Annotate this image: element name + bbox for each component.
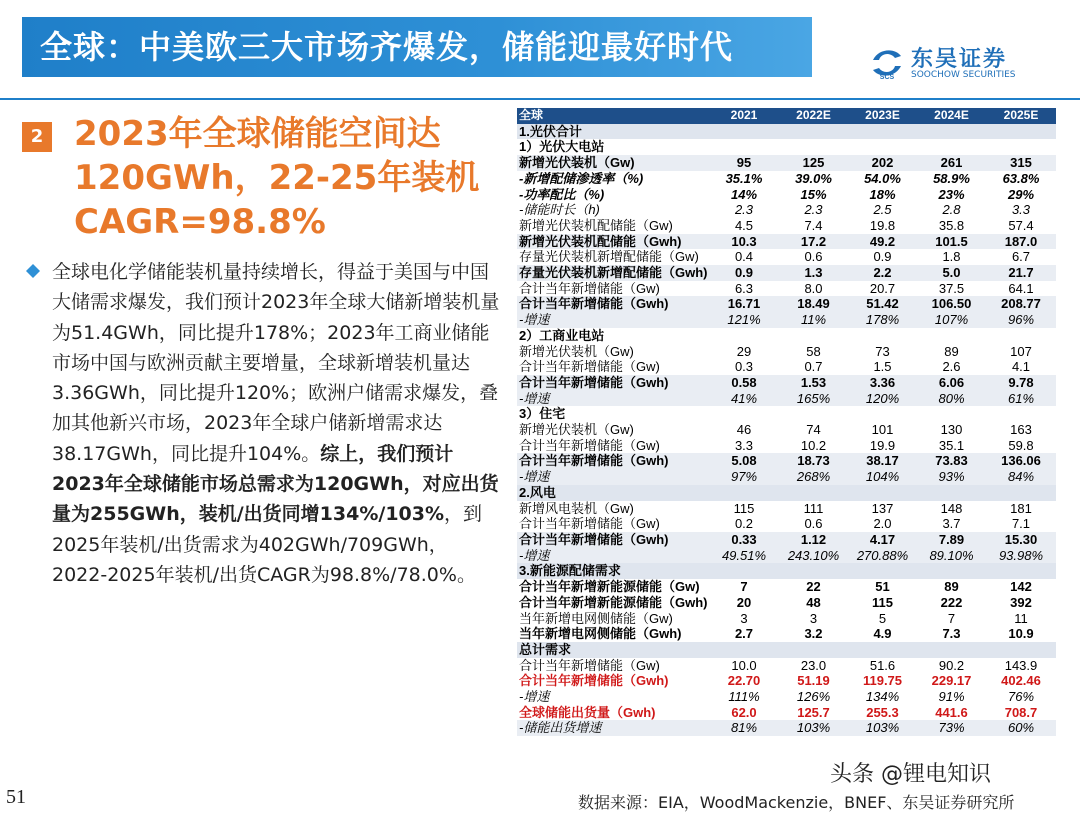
table-cell: 8.0 [804,280,823,296]
table-cell [986,563,1056,579]
table-cell: 59.8 [1008,437,1034,453]
row-label: 总计需求 [517,642,709,658]
row-label: 2.风电 [517,485,709,501]
table-cell: 143.9 [1004,657,1038,673]
table-cell [848,406,917,422]
table-cell: 49.51% [709,548,779,564]
table-cell: 60% [986,720,1056,736]
table-cell: 255.3 [866,704,899,720]
table-cell: 120% [848,391,917,407]
row-label: -功率配比（%) [519,186,605,202]
table-cell: 29% [1007,186,1035,202]
table-row [517,548,1056,564]
table-cell: 4.17 [848,532,917,548]
row-label: -增速 [517,312,709,328]
table-cell [848,485,917,501]
table-cell: 97% [709,469,779,485]
row-label: 新增光伏装机（Gw) [519,422,634,438]
table-cell: 0.9 [873,249,892,265]
table-row [517,375,1056,391]
page-number: 51 [6,786,26,808]
table-cell: 3.7 [942,516,961,532]
table-cell [986,642,1056,658]
table-cell: 7 [947,610,956,626]
table-row [517,187,1056,203]
table-cell: 208.77 [986,296,1056,312]
table-cell: 18.49 [779,296,848,312]
section-headline: 2023年全球储能空间达120GWh，22-25年装机CAGR=98.8% [74,114,480,242]
table-cell: 4.5 [734,217,754,233]
table-cell: 74 [806,422,821,438]
table-header-cell: 2025E [986,108,1056,124]
body-text-part3: ，到2025年装机/出货需求为402GWh/709GWh，2022-2025年装机/出货CAGR为98.8%/78.0%。 [52,503,483,586]
table-row [517,234,1056,250]
table-cell: 111 [803,500,824,516]
table-cell: 165% [779,391,848,407]
table-cell: 23% [938,186,965,202]
table-cell: 57.4 [1008,217,1034,233]
table-row [517,611,1056,627]
table-cell: 73 [875,343,890,359]
table-cell: 61% [986,391,1056,407]
table-row [517,249,1056,265]
row-label: 1.光伏合计 [517,124,709,140]
table-cell: 58.9% [933,170,970,186]
table-cell: 2.8 [942,202,961,218]
row-label: -储能时长（h) [519,202,600,218]
table-cell: 134% [865,689,900,705]
table-row [517,532,1056,548]
table-row [517,453,1056,469]
table-row [517,296,1056,312]
table-cell: 39.0% [795,170,832,186]
table-cell [848,563,917,579]
table-cell [917,139,986,155]
table-cell: 19.9 [869,437,896,453]
table-cell [779,328,848,344]
row-label: 合计当年新增新能源储能（Gw) [519,579,700,595]
forecast-table [517,108,1056,736]
row-label: 全球储能出货量（Gwh) [519,704,656,720]
table-cell: 73% [917,720,986,736]
table-cell: 3.3 [734,437,754,453]
table-cell [917,124,986,140]
row-label: 合计当年新增储能（Gwh) [519,673,669,689]
table-row [517,139,1056,155]
row-label: 新增光伏装机（Gw) [519,343,634,359]
table-cell: 0.3 [734,359,754,375]
table-cell: 63.8% [1002,170,1040,186]
table-cell: 19.8 [869,217,896,233]
row-label: -新增配储渗透率（%) [519,170,644,186]
table-cell: 5.08 [709,453,779,469]
row-label: 合计当年新增储能（Gwh) [517,532,709,548]
table-cell: 6.3 [734,280,754,296]
table-header-cell: 全球 [517,108,709,124]
row-label: 当年新增电网侧储能（Gwh) [519,626,682,642]
table-cell [848,139,917,155]
table-cell: 148 [940,500,963,516]
table-cell: 2.6 [942,359,961,375]
table-cell [779,642,848,658]
table-cell: 202 [848,155,917,171]
table-cell: 111% [728,689,760,705]
table-row [517,626,1056,642]
table-cell [709,642,779,658]
table-cell [986,124,1056,140]
table-cell: 107 [1010,343,1032,359]
table-cell: 126% [796,689,831,705]
table-cell: 2.3 [734,202,754,218]
table-cell: 15% [800,186,827,202]
table-cell: 58 [806,343,821,359]
table-row [517,218,1056,234]
table-cell: 54.0% [864,170,901,186]
row-label: 新增光伏装机（Gw) [517,155,709,171]
table-cell: 101.5 [917,234,986,250]
table-cell: 1.12 [779,532,848,548]
table-cell: 130 [940,422,963,438]
table-cell: 0.7 [804,359,823,375]
table-cell: 107% [917,312,986,328]
table-cell: 23.0 [800,657,827,673]
row-label: 存量光伏装机新增配储能（Gwh) [519,265,708,281]
row-label: 合计当年新增储能（Gwh) [517,296,709,312]
table-cell: 91% [938,689,965,705]
table-cell: 181 [1010,500,1032,516]
table-cell: 18% [869,186,896,202]
table-cell: 125 [779,155,848,171]
table-cell: 0.6 [804,516,823,532]
row-label: -增速 [517,548,709,564]
table-cell: 5.0 [917,265,986,281]
table-cell: 178% [848,312,917,328]
table-cell: 2.5 [873,202,892,218]
table-cell [848,124,917,140]
table-cell: 73.83 [917,453,986,469]
table-cell: 51 [875,579,890,595]
table-cell: 0.6 [804,249,823,265]
diamond-bullet-icon [26,264,40,278]
table-cell: 35.1% [725,170,763,186]
table-cell [779,406,848,422]
table-cell [779,563,848,579]
table-cell: 5 [878,610,887,626]
table-cell: 3 [740,610,748,626]
table-row [517,438,1056,454]
company-logo [865,44,1045,86]
row-label: 当年新增电网侧储能（Gw) [519,610,673,626]
body-text-highlight: 综上，我们预计2023年全球储能市场总需求为120GWh，对应出货量为255GWh，装机/出货同增134%/103% [52,442,499,526]
table-cell: 35.8 [938,217,965,233]
table-cell: 80% [917,391,986,407]
table-row [517,124,1056,140]
table-cell: 119.75 [862,673,903,689]
table-cell: 7 [740,579,748,595]
table-cell [779,124,848,140]
table-cell: 90.2 [938,657,965,673]
table-cell: 402.46 [1001,673,1041,689]
table-row [517,406,1056,422]
row-label: 新增风电装机（Gw) [519,500,634,516]
table-cell: 89.10% [917,548,986,564]
table-row [517,501,1056,517]
table-row [517,485,1056,501]
row-label: 合计当年新增储能（Gw) [519,657,660,673]
table-cell: 49.2 [848,234,917,250]
table-cell: 37.5 [938,280,965,296]
table-cell: 3.3 [1011,202,1031,218]
table-cell [709,406,779,422]
table-cell: 106.50 [917,296,986,312]
table-cell: 11 [1014,610,1028,626]
table-cell: 11% [779,312,848,328]
table-cell: 81% [709,720,779,736]
table-cell: 84% [986,469,1056,485]
table-cell: 142 [1010,579,1032,595]
table-cell: 0.33 [709,532,779,548]
table-cell: 101 [871,422,894,438]
table-cell: 14% [730,186,758,202]
table-cell: 10.2 [800,437,827,453]
table-row [517,312,1056,328]
table-cell: 96% [986,312,1056,328]
logo-mark-text: SCS [879,74,895,80]
row-label: -储能出货增速 [517,720,709,736]
table-header-cell: 2024E [917,108,986,124]
table-cell: 20.7 [869,280,896,296]
table-cell: 41% [709,391,779,407]
table-row [517,328,1056,344]
table-row [517,563,1056,579]
table-header-cell: 2022E [779,108,848,124]
table-header-row [517,108,1056,124]
table-row [517,705,1056,721]
table-cell: 76% [1007,689,1035,705]
table-cell: 268% [779,469,848,485]
table-cell: 46 [736,422,752,438]
table-cell: 392 [1010,594,1032,610]
watermark-text: 头条 @锂电知识 [830,762,991,787]
row-label: 3）住宅 [519,406,566,422]
table-cell [986,485,1056,501]
table-cell: 18.73 [779,453,848,469]
table-cell: 2.2 [848,265,917,281]
table-row [517,595,1056,611]
table-row [517,344,1056,360]
table-cell: 229.17 [931,673,972,689]
section-number-badge: 2 [22,122,52,152]
table-cell: 1.5 [873,359,892,375]
table-row [517,516,1056,532]
logo-subtitle: SOOCHOW SECURITIES [911,70,1016,80]
table-cell: 35.1 [938,437,965,453]
row-label: 合计当年新增储能（Gw) [519,280,660,296]
table-cell: 125.7 [797,704,830,720]
table-cell [779,485,848,501]
table-cell: 708.7 [1004,704,1038,720]
table-cell: 15.30 [986,532,1056,548]
scs-logo-icon [869,46,905,80]
table-cell: 29 [736,343,752,359]
table-row [517,720,1056,736]
table-cell: 3.2 [804,626,823,642]
table-cell: 3.36 [848,375,917,391]
table-cell: 243.10% [779,548,848,564]
table-cell: 7.4 [804,217,823,233]
table-cell: 17.2 [779,234,848,250]
table-row [517,155,1056,171]
table-cell: 93.98% [986,548,1056,564]
row-label: 合计当年新增储能（Gw) [519,437,660,453]
body-paragraph [52,257,500,590]
table-cell: 64.1 [1008,280,1034,296]
table-cell: 10.0 [731,657,757,673]
table-cell: 51.6 [869,657,896,673]
table-cell: 136.06 [986,453,1056,469]
table-row [517,673,1056,689]
table-header-cell: 2023E [848,108,917,124]
table-cell: 10.9 [1008,626,1034,642]
table-cell: 441.6 [935,704,968,720]
table-row [517,469,1056,485]
table-cell: 163 [1010,422,1032,438]
table-cell: 103% [848,720,917,736]
row-label: -增速 [519,689,550,705]
table-cell: 38.17 [848,453,917,469]
header-divider [0,98,1080,100]
table-cell: 89 [944,579,959,595]
table-row [517,642,1056,658]
table-row [517,689,1056,705]
table-cell: 22.70 [727,673,761,689]
table-cell [917,485,986,501]
table-cell: 103% [779,720,848,736]
table-cell: 51.42 [848,296,917,312]
table-cell: 89 [944,343,959,359]
table-cell: 4.9 [873,626,892,642]
table-row [517,265,1056,281]
row-label: -增速 [517,469,709,485]
table-cell [986,139,1056,155]
table-cell: 104% [848,469,917,485]
row-label: 合计当年新增新能源储能（Gwh) [519,594,708,610]
table-row [517,202,1056,218]
table-cell [986,406,1056,422]
page-title: 全球：中美欧三大市场齐爆发，储能迎最好时代 [22,17,812,77]
table-cell: 16.71 [709,296,779,312]
table-cell: 261 [917,155,986,171]
table-cell: 315 [986,155,1056,171]
table-row [517,422,1056,438]
table-cell [779,139,848,155]
table-cell: 22 [806,579,821,595]
table-cell: 270.88% [848,548,917,564]
table-cell: 6.7 [1011,249,1031,265]
table-cell: 137 [871,500,894,516]
row-label: 1）光伏大电站 [519,139,605,155]
table-cell: 48 [806,594,821,610]
table-cell: 95 [709,155,779,171]
table-cell: 1.53 [779,375,848,391]
table-cell: 222 [940,594,963,610]
table-row [517,359,1056,375]
table-cell: 6.06 [917,375,986,391]
table-row [517,658,1056,674]
row-label: 新增光伏装机配储能（Gwh) [517,234,709,250]
row-label: 2）工商业电站 [519,327,605,343]
table-header-cell: 2021 [709,108,779,124]
row-label: 合计当年新增储能（Gwh) [517,375,709,391]
table-cell [917,642,986,658]
table-cell: 62.0 [731,704,757,720]
table-cell: 7.3 [942,626,961,642]
table-cell: 187.0 [986,234,1056,250]
table-cell: 4.1 [1011,359,1031,375]
table-cell: 0.2 [734,516,754,532]
table-row [517,391,1056,407]
table-cell: 0.4 [734,249,754,265]
table-cell: 7.89 [917,532,986,548]
table-cell: 9.78 [986,375,1056,391]
table-cell: 7.1 [1011,516,1031,532]
row-label: 合计当年新增储能（Gw) [519,516,660,532]
table-cell: 2.3 [804,202,823,218]
table-cell [709,563,779,579]
table-cell: 20 [736,594,752,610]
table-row [517,579,1056,595]
table-cell: 2.7 [734,626,754,642]
table-cell: 121% [709,312,779,328]
table-row [517,171,1056,187]
table-cell: 51.19 [797,673,830,689]
table-cell [709,139,779,155]
data-source-note: 数据来源：EIA，WoodMackenzie，BNEF、东吴证券研究所 [578,793,1015,812]
row-label: 合计当年新增储能（Gw) [519,359,660,375]
table-cell: 3 [809,610,818,626]
table-cell: 115 [872,594,893,610]
row-label: 新增光伏装机配储能（Gw) [519,217,673,233]
table-cell: 2.0 [873,516,892,532]
table-cell [917,328,986,344]
row-label: 3.新能源配储需求 [517,563,709,579]
table-cell [917,406,986,422]
table-cell: 115 [733,500,755,516]
table-cell: 10.3 [709,234,779,250]
table-cell [917,563,986,579]
table-cell [709,328,779,344]
table-cell [709,485,779,501]
logo-name: 东吴证券 [911,47,1008,72]
row-label: 合计当年新增储能（Gwh) [517,453,709,469]
row-label: 存量光伏装机新增配储能（Gw) [519,249,699,265]
table-cell [848,328,917,344]
table-cell [986,328,1056,344]
table-cell [709,124,779,140]
table-cell: 0.9 [709,265,779,281]
table-cell: 1.3 [779,265,848,281]
row-label: -增速 [517,391,709,407]
table-cell [848,642,917,658]
table-row [517,281,1056,297]
table-cell: 21.7 [986,265,1056,281]
table-cell: 1.8 [942,249,961,265]
body-text-part1: 全球电化学储能装机量持续增长，得益于美国与中国大储需求爆发，我们预计2023年全球大储新增装机量为51.4GWh，同比提升178%；2023年工商业储能市场中国与欧洲贡献主要增量，全球新增装机量达3.36GWh，同比提升120%；欧洲户储需求爆发，叠加其他新兴市场，2023年全球户储新增需求达38.17GWh，同比提升104%。 [52,261,500,465]
table-cell: 93% [917,469,986,485]
table-cell: 0.58 [709,375,779,391]
